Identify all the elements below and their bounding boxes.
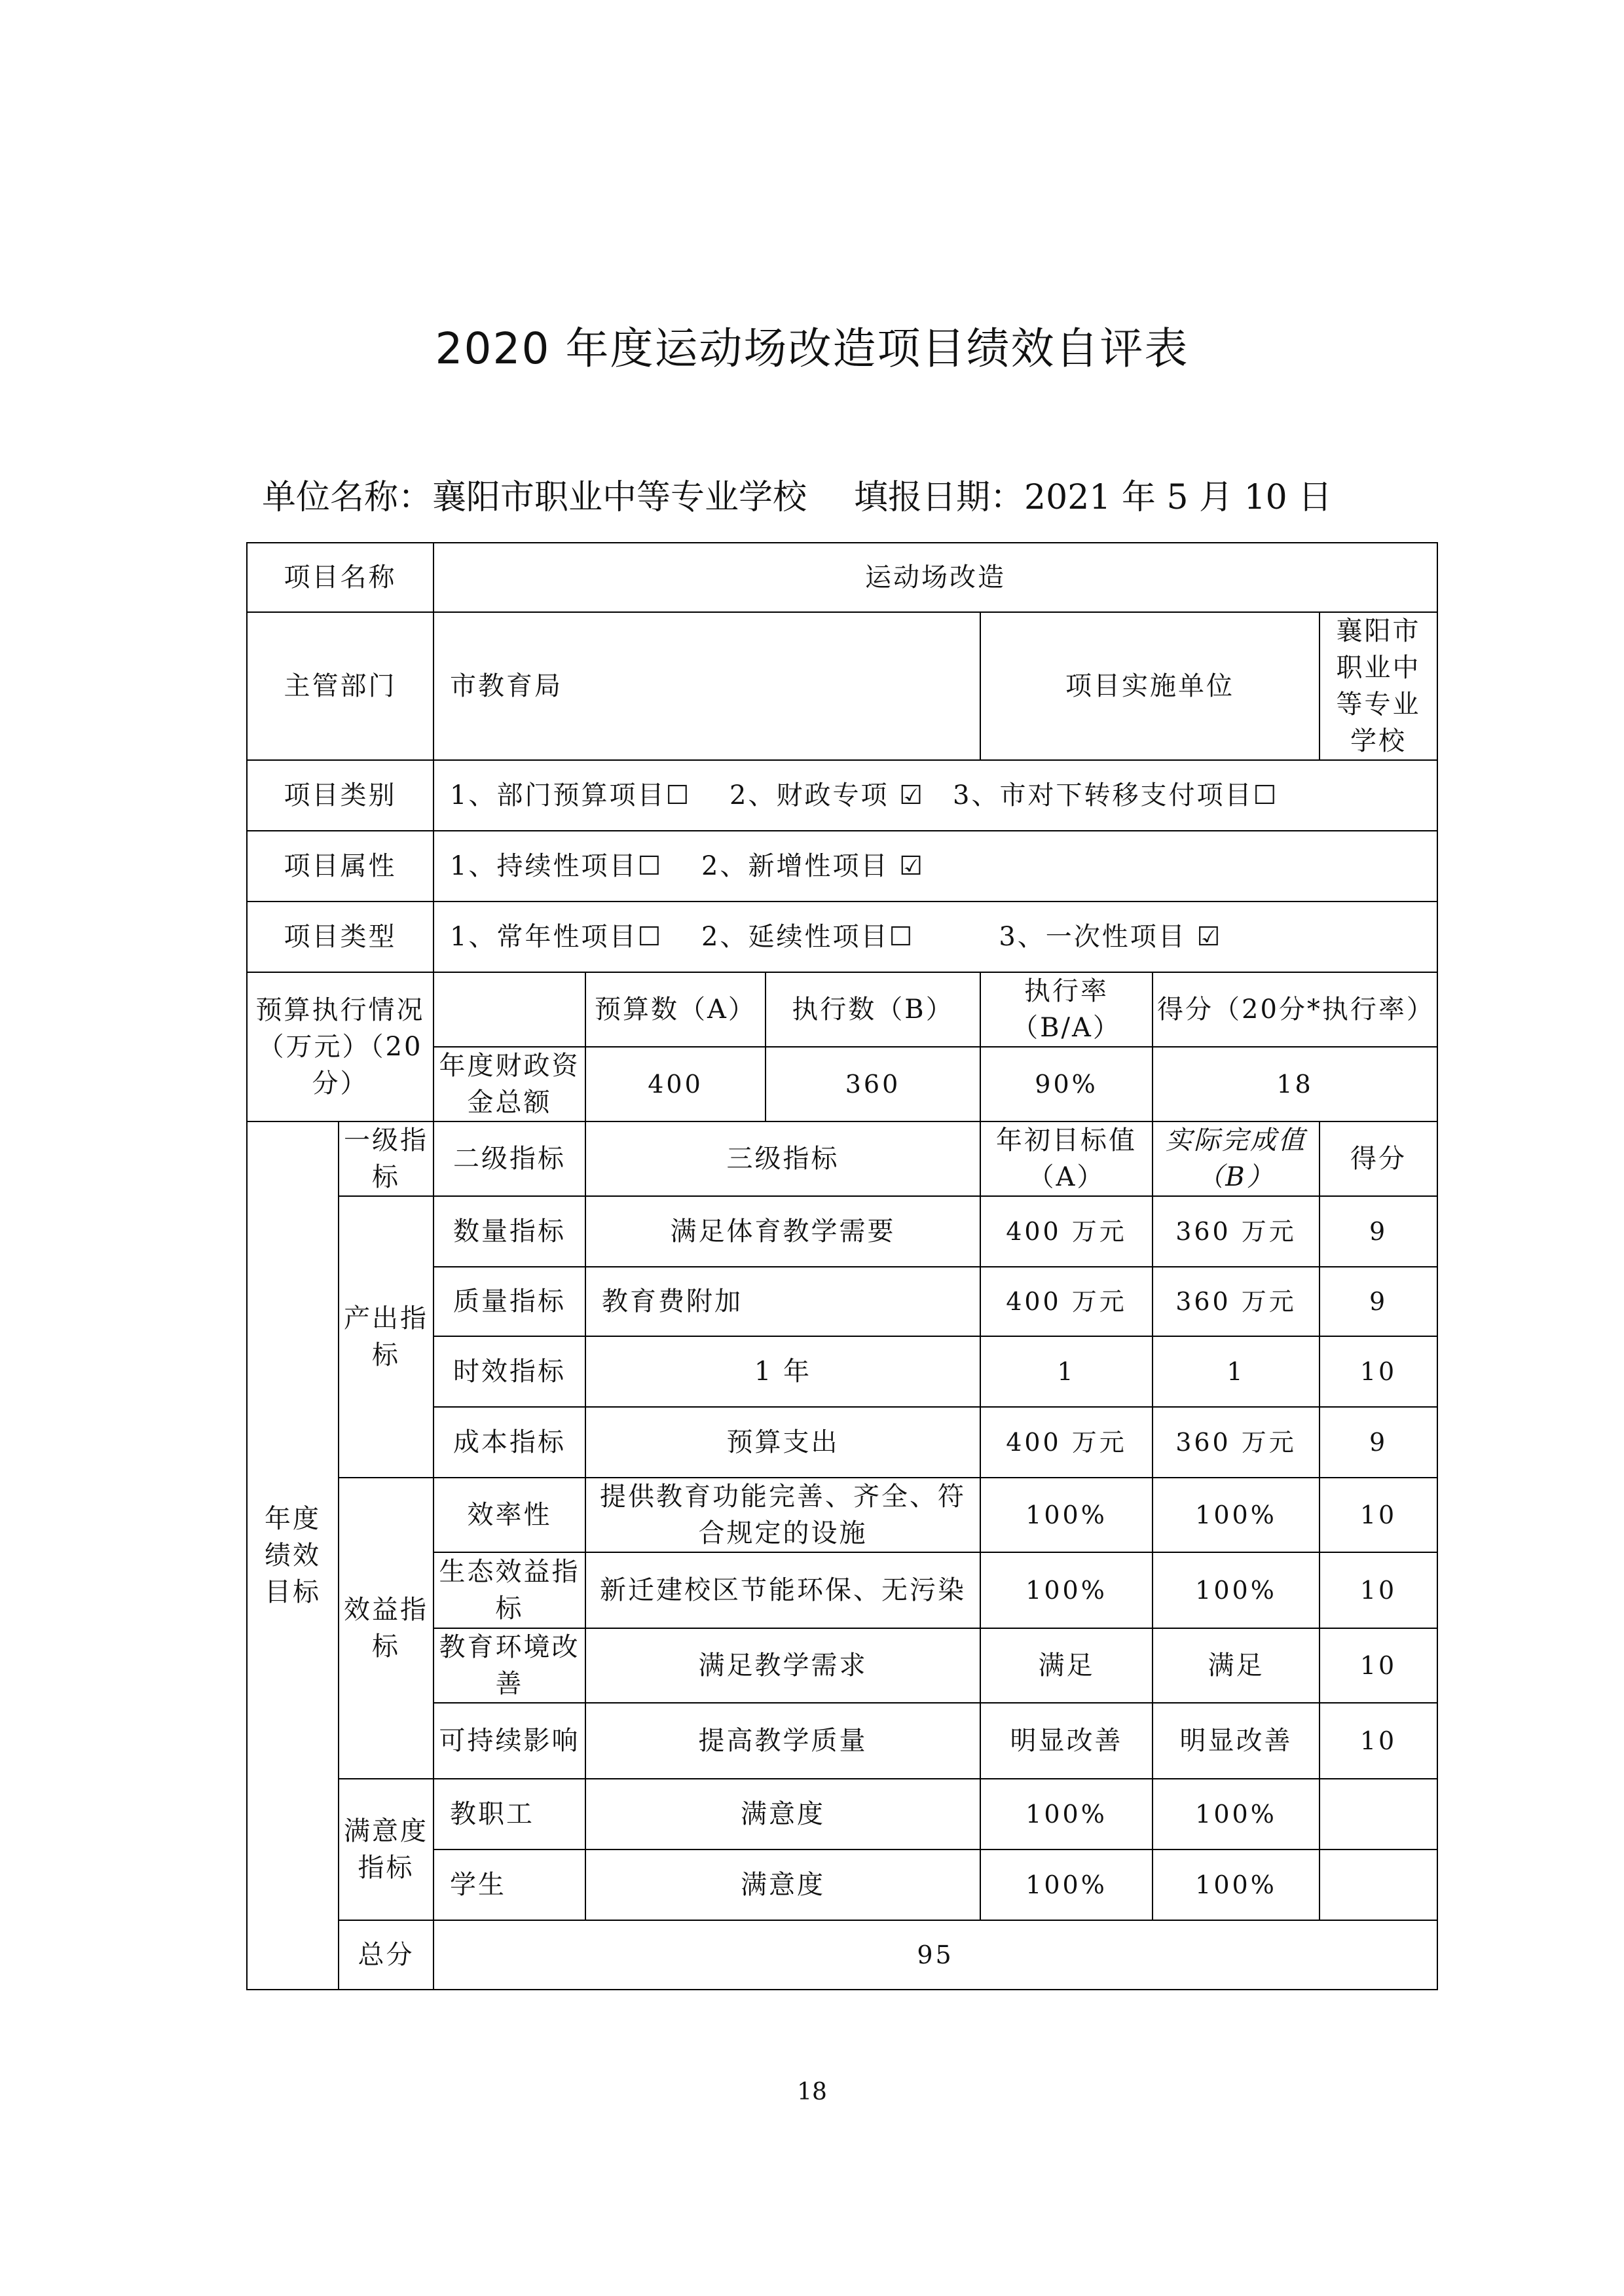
output-indicator-label: 产出指标 [339, 1196, 434, 1478]
project-name-value: 运动场改造 [434, 543, 1437, 612]
indicator-header-actual: 实际完成值（B） [1153, 1121, 1320, 1196]
budget-header-planned: 预算数（A） [585, 972, 766, 1047]
table-row-score: 10 [1320, 1336, 1437, 1407]
indicator-header-score: 得分 [1320, 1121, 1437, 1196]
table-row-score: 9 [1320, 1407, 1437, 1478]
table-row-name: 生态效益指标 [434, 1552, 585, 1628]
dept-value: 市教育局 [434, 612, 980, 760]
table-row-score: 10 [1320, 1552, 1437, 1628]
budget-header-rate: 执行率（B/A） [980, 972, 1153, 1047]
dept-label: 主管部门 [247, 612, 434, 760]
table-row-score: 9 [1320, 1267, 1437, 1336]
budget-header-executed: 执行数（B） [766, 972, 980, 1047]
table-row-name: 教育环境改善 [434, 1628, 585, 1703]
evaluation-table [246, 542, 1438, 1990]
total-score-label: 总分 [339, 1920, 434, 1990]
table-row-target: 1 [980, 1336, 1153, 1407]
table-row-third: 提供教育功能完善、齐全、符合规定的设施 [585, 1478, 980, 1552]
table-row-third: 提高教学质量 [585, 1703, 980, 1779]
table-row-name: 时效指标 [434, 1336, 585, 1407]
table-row-target: 400 万元 [980, 1407, 1153, 1478]
budget-score-value: 18 [1153, 1047, 1437, 1121]
budget-rate-value: 90% [980, 1047, 1153, 1121]
table-row-actual: 360 万元 [1153, 1407, 1320, 1478]
table-row-name: 效率性 [434, 1478, 585, 1552]
project-type-value: 1、常年性项目☐ 2、延续性项目☐ 3、一次性项目 ☑ [434, 902, 1437, 972]
table-row-third: 满意度 [585, 1850, 980, 1920]
table-row-score: 9 [1320, 1196, 1437, 1267]
annual-goal-label: 年度绩效目标 [247, 1121, 339, 1990]
unit-name-value: 襄阳市职业中等专业学校 [432, 478, 807, 517]
table-row-third: 满足教学需求 [585, 1628, 980, 1703]
page-number: 18 [797, 2079, 827, 2105]
table-row-target: 100% [980, 1850, 1153, 1920]
satisfaction-indicator-label: 满意度指标 [339, 1779, 434, 1920]
table-row-name: 教职工 [434, 1779, 585, 1850]
table-row-actual: 360 万元 [1153, 1196, 1320, 1267]
impl-unit-label: 项目实施单位 [980, 612, 1320, 760]
table-row-third: 满意度 [585, 1779, 980, 1850]
project-attribute-value: 1、持续性项目☐ 2、新增性项目 ☑ [434, 831, 1437, 902]
page-title: 2020 年度运动场改造项目绩效自评表 [435, 323, 1189, 374]
table-row-target: 400 万元 [980, 1196, 1153, 1267]
table-row-actual: 1 [1153, 1336, 1320, 1407]
benefit-indicator-label: 效益指标 [339, 1478, 434, 1779]
indicator-header-target: 年初目标值（A） [980, 1121, 1153, 1196]
indicator-header-third: 三级指标 [585, 1121, 980, 1196]
table-row-target: 满足 [980, 1628, 1153, 1703]
table-row-actual: 满足 [1153, 1628, 1320, 1703]
fill-date-label: 填报日期： [854, 478, 1025, 517]
table-row-score: 10 [1320, 1703, 1437, 1779]
table-row-score: 10 [1320, 1628, 1437, 1703]
table-row-target: 400 万元 [980, 1267, 1153, 1336]
table-row-actual: 明显改善 [1153, 1703, 1320, 1779]
fill-date-value: 2021 年 5 月 10 日 [1024, 478, 1333, 517]
table-row-target: 100% [980, 1779, 1153, 1850]
table-row-actual: 100% [1153, 1779, 1320, 1850]
budget-planned-value: 400 [585, 1047, 766, 1121]
budget-row-label: 年度财政资金总额 [434, 1047, 585, 1121]
budget-header-blank [434, 972, 585, 1047]
table-row-name: 学生 [434, 1850, 585, 1920]
budget-header-score: 得分（20分*执行率） [1153, 972, 1437, 1047]
table-row-name: 质量指标 [434, 1267, 585, 1336]
table-row-actual: 360 万元 [1153, 1267, 1320, 1336]
project-attribute-label: 项目属性 [247, 831, 434, 902]
table-row-third: 新迁建校区节能环保、无污染 [585, 1552, 980, 1628]
table-row-name: 数量指标 [434, 1196, 585, 1267]
table-row-third: 满足体育教学需要 [585, 1196, 980, 1267]
total-score-value: 95 [434, 1920, 1437, 1990]
table-row-actual: 100% [1153, 1478, 1320, 1552]
table-row-third: 教育费附加 [585, 1267, 980, 1336]
table-row-target: 明显改善 [980, 1703, 1153, 1779]
table-row-actual: 100% [1153, 1552, 1320, 1628]
budget-execution-label: 预算执行情况（万元）（20分） [247, 972, 434, 1121]
project-name-label: 项目名称 [247, 543, 434, 612]
table-row-actual: 100% [1153, 1850, 1320, 1920]
impl-unit-value: 襄阳市职业中等专业学校 [1320, 612, 1437, 760]
project-category-value: 1、部门预算项目☐ 2、财政专项 ☑ 3、市对下转移支付项目☐ [434, 760, 1437, 831]
form-subtitle [262, 475, 1332, 520]
project-type-label: 项目类型 [247, 902, 434, 972]
indicator-header-first: 一级指标 [339, 1121, 434, 1196]
table-row-name: 可持续影响 [434, 1703, 585, 1779]
table-row-score: 10 [1320, 1478, 1437, 1552]
table-row-target: 100% [980, 1478, 1153, 1552]
table-row-target: 100% [980, 1552, 1153, 1628]
table-row-score [1320, 1850, 1437, 1920]
indicator-header-second: 二级指标 [434, 1121, 585, 1196]
table-row-name: 成本指标 [434, 1407, 585, 1478]
table-row-score [1320, 1779, 1437, 1850]
project-category-label: 项目类别 [247, 760, 434, 831]
table-row-third: 预算支出 [585, 1407, 980, 1478]
unit-name-label: 单位名称： [262, 478, 433, 517]
budget-executed-value: 360 [766, 1047, 980, 1121]
table-row-third: 1 年 [585, 1336, 980, 1407]
